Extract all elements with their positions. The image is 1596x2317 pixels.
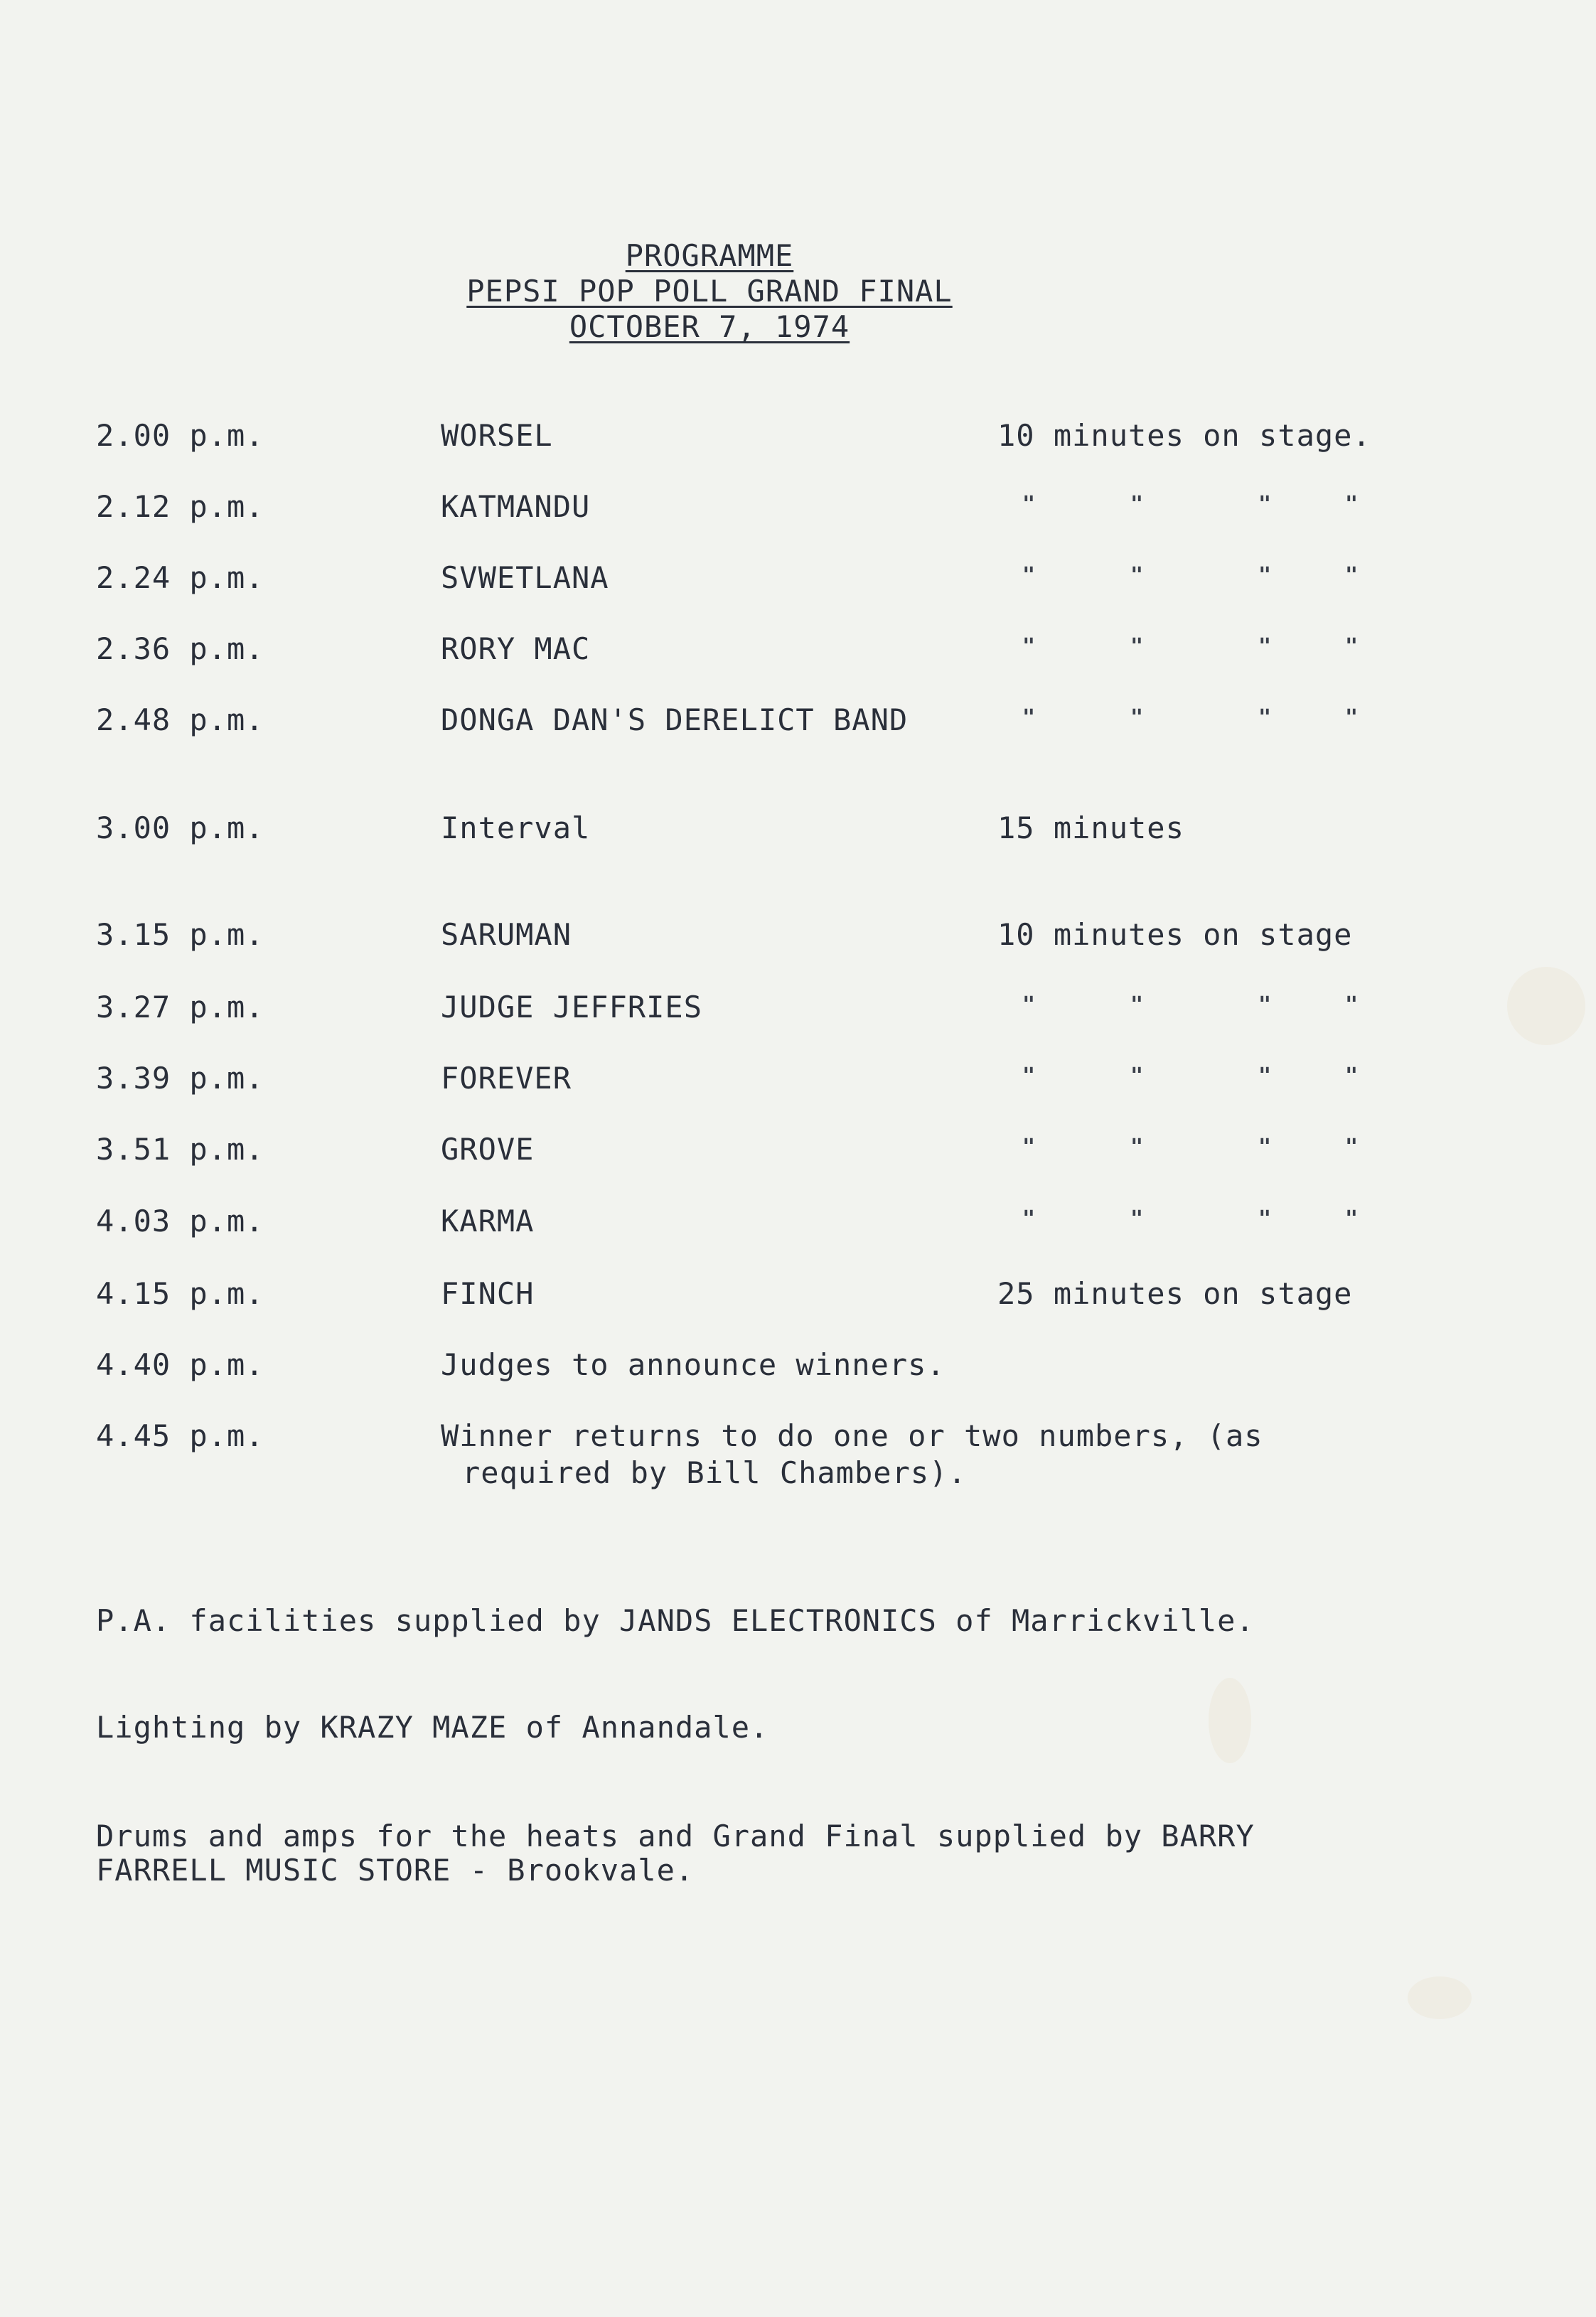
row-act: GROVE [441,1132,535,1167]
row-time: 3.27 p.m. [96,990,264,1024]
row-duration: 10 minutes on stage [997,917,1353,952]
ditto-mark: " [1130,563,1144,588]
row-time: 2.12 p.m. [96,489,264,524]
ditto-mark: " [1022,1206,1036,1231]
row-time: 2.36 p.m. [96,631,264,666]
ditto-mark: " [1258,992,1272,1017]
row-time: 2.48 p.m. [96,702,264,737]
row-act: KATMANDU [441,489,591,524]
ditto-mark: " [1345,992,1359,1017]
row-act: Winner returns to do one or two numbers, (as [441,1418,1263,1453]
ditto-mark: " [1022,634,1036,659]
paper-stain [1209,1678,1251,1763]
row-act: KARMA [441,1204,535,1238]
row-act: RORY MAC [441,631,591,666]
row-act: JUDGE JEFFRIES [441,990,703,1024]
row-time: 2.24 p.m. [96,560,264,595]
row-act: Interval [441,810,591,845]
ditto-mark: " [1130,492,1144,517]
ditto-mark: " [1022,492,1036,517]
ditto-mark: " [1022,705,1036,730]
heading-date: OCTOBER 7, 1974 [569,309,850,344]
note-drums-line2: FARRELL MUSIC STORE - Brookvale. [96,1853,695,1888]
row-act: SVWETLANA [441,560,609,595]
row-act: SARUMAN [441,917,572,952]
ditto-mark: " [1345,563,1359,588]
paper-stain [1408,1976,1472,2019]
ditto-mark: " [1345,1064,1359,1088]
row-act: WORSEL [441,418,553,453]
ditto-mark: " [1345,634,1359,659]
note-drums-line1: Drums and amps for the heats and Grand Final supplied by BARRY [96,1819,1255,1853]
ditto-mark: " [1258,492,1272,517]
row-act: FOREVER [441,1061,572,1096]
paper-stain [1507,967,1585,1045]
row-time: 4.03 p.m. [96,1204,264,1238]
row-time: 4.15 p.m. [96,1276,264,1311]
row-time: 2.00 p.m. [96,418,264,453]
heading-programme: PROGRAMME [625,238,794,273]
ditto-mark: " [1258,705,1272,730]
row-time: 3.51 p.m. [96,1132,264,1167]
ditto-mark: " [1022,992,1036,1017]
heading-event-title: PEPSI POP POLL GRAND FINAL [466,274,953,309]
ditto-mark: " [1258,1064,1272,1088]
row-duration: 15 minutes [997,810,1184,845]
row-act-continued: required by Bill Chambers). [462,1455,967,1490]
row-time: 3.39 p.m. [96,1061,264,1096]
row-act: Judges to announce winners. [441,1347,946,1382]
ditto-mark: " [1345,492,1359,517]
ditto-mark: " [1345,705,1359,730]
row-duration: 10 minutes on stage. [997,418,1371,453]
ditto-mark: " [1258,634,1272,659]
ditto-mark: " [1022,1135,1036,1160]
ditto-mark: " [1130,1206,1144,1231]
row-act: DONGA DAN'S DERELICT BAND [441,702,909,737]
row-time: 4.45 p.m. [96,1418,264,1453]
ditto-mark: " [1130,992,1144,1017]
ditto-mark: " [1345,1135,1359,1160]
row-time: 4.40 p.m. [96,1347,264,1382]
ditto-mark: " [1130,1064,1144,1088]
ditto-mark: " [1130,705,1144,730]
ditto-mark: " [1258,563,1272,588]
note-pa-facilities: P.A. facilities supplied by JANDS ELECTRONICS of Marrickville. [96,1603,1255,1638]
ditto-mark: " [1258,1206,1272,1231]
ditto-mark: " [1022,563,1036,588]
ditto-mark: " [1345,1206,1359,1231]
ditto-mark: " [1022,1064,1036,1088]
row-time: 3.15 p.m. [96,917,264,952]
row-time: 3.00 p.m. [96,810,264,845]
note-lighting: Lighting by KRAZY MAZE of Annandale. [96,1710,769,1745]
ditto-mark: " [1130,1135,1144,1160]
ditto-mark: " [1258,1135,1272,1160]
ditto-mark: " [1130,634,1144,659]
row-act: FINCH [441,1276,535,1311]
row-duration: 25 minutes on stage [997,1276,1353,1311]
